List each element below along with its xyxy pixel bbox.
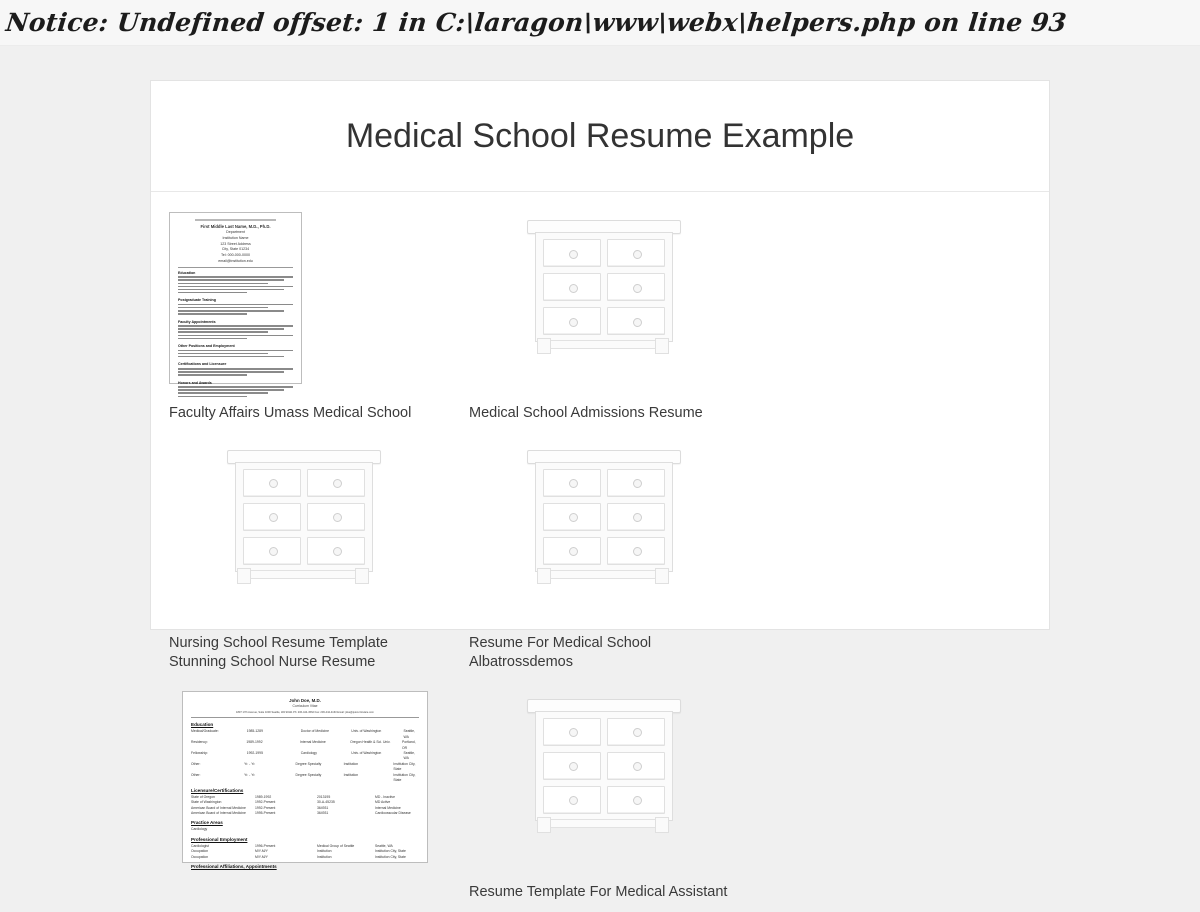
dresser-knob-icon [633,796,642,805]
cv-row [191,751,419,762]
cv-cell: Institution [317,849,332,854]
gallery-item[interactable] [155,683,455,912]
gallery-item-caption: Resume For Medical School Albatrossdemos [469,634,652,671]
doc-header-line: Department [226,230,245,235]
dresser-body [535,232,673,342]
cv-cell: Occupation [191,854,209,859]
thumbnail-holder[interactable] [469,442,741,624]
dresser-drawer [243,503,301,531]
cv-section-heading: Education [191,722,214,728]
dresser-leg [537,817,551,833]
cv-cell: Institution City, State [375,854,406,859]
dresser-knob-icon [569,250,578,259]
dresser-knob-icon [333,479,342,488]
dresser-knob-icon [569,728,578,737]
dresser-drawer [607,469,665,497]
gallery-item[interactable] [455,683,755,912]
dresser-drawer [607,752,665,780]
cv-cell: Other: [191,761,201,766]
cv-cell: Institution [317,854,332,859]
cv-section [191,788,419,817]
dresser-drawer-column [543,718,601,820]
dresser-knob-icon [269,513,278,522]
cv-cell: Univ. of Washington [351,751,382,756]
cv-cell: Institution [343,772,359,777]
cv-section-heading: Professional Affiliations, Appointments [191,864,277,870]
cv-cell: Fellowship: [191,751,208,756]
dresser-drawer [543,537,601,565]
gallery-item-caption: Resume Template For Medical Assistant [469,883,728,900]
dresser-drawer [543,239,601,267]
doc-header-line: email@institution.edu [218,258,253,263]
dresser-knob-icon [633,762,642,771]
dresser-drawer [543,503,601,531]
cv-cell: Institution City, State [393,772,416,783]
dresser-knob-icon [569,513,578,522]
dresser-knob-icon [633,479,642,488]
dresser-knob-icon [569,318,578,327]
cv-cell: Medical Group of Seattle [317,843,355,848]
gallery-item[interactable] [455,434,755,683]
cv-row [191,827,419,832]
page-title: Medical School Resume Example [345,116,855,155]
cv-cell: State of Oregon [191,794,215,799]
thumbnail-holder[interactable] [169,691,441,873]
doc-section [178,320,293,339]
dresser-legs [535,570,671,584]
dresser-drawer-column [307,469,365,571]
doc-header-line: City, State 01234 [221,247,250,252]
cv-section [191,722,419,783]
dresser-knob-icon [269,479,278,488]
gallery-item[interactable] [155,434,455,683]
cv-cell: M/Y-M/Y [255,849,268,854]
cv-cell: Doctor of Medicine [300,729,330,734]
dresser-knob-icon [633,728,642,737]
dresser-body [535,711,673,821]
dresser-leg [655,817,669,833]
doc-section [178,344,293,357]
cv-cell: 1992-1995 [246,751,263,756]
cv-cell: 364931 [317,810,329,815]
gallery-item-caption: Faculty Affairs Umass Medical School [169,405,412,421]
gallery-item-caption: Medical School Admissions Resume [469,405,703,421]
dresser-placeholder-image[interactable] [225,442,385,590]
card-header [151,81,1049,192]
cv-cell: 2013195 [317,794,331,799]
dresser-knob-icon [633,284,642,293]
cv-cell: Univ. of Washington [351,729,382,734]
dresser-knob-icon [569,762,578,771]
cv-row [191,773,419,784]
cv-cell: 1989-1992 [246,740,263,745]
cv-section-heading: Licensure/Certifications [191,787,244,793]
doc-divider [178,267,293,268]
cv-cell: MD Active [375,800,391,805]
dresser-leg [537,568,551,584]
cv-name: John Doe, M.D. [289,697,321,703]
cv-section [191,820,419,832]
dresser-drawer [543,307,601,335]
dresser-drawer [607,718,665,746]
dresser-drawer [607,273,665,301]
dresser-placeholder-image[interactable] [525,691,685,839]
dresser-knob-icon [333,513,342,522]
cv-cell: 30-A-45235 [317,800,335,805]
dresser-drawer [307,503,365,531]
dresser-body [235,462,373,572]
cv-cell: Internal Medicine [375,805,401,810]
cv-cell: Institution City, State [375,849,406,854]
cv-cell: Portland, OR [402,740,416,750]
doc-section [178,381,293,397]
dresser-drawer [307,469,365,497]
cv-cell: Internal Medicine [299,740,326,745]
cv-section [191,864,419,869]
doc-section [178,271,293,294]
content-card [150,80,1050,900]
doc-section-heading: Honors and Awards [178,380,212,385]
dresser-drawer [607,239,665,267]
cv-cell: Seattle, WA [403,751,415,761]
dresser-drawer [543,273,601,301]
cv-cell: Cardiologist [191,843,209,848]
doc-header [178,219,293,265]
cv-cell: American Board of Internal Medicine [191,810,246,815]
dresser-knob-icon [633,547,642,556]
gallery-item[interactable] [155,204,455,434]
doc-section-heading: Education [178,270,196,275]
doc-header-line: Tel: 000-000-0000 [221,253,250,258]
cv-cell: 1996-Present [255,843,276,848]
doc-header-line: Institution Name [222,235,249,240]
dresser-knob-icon [633,250,642,259]
dresser-leg [237,568,251,584]
cv-cell: Degree Specialty [295,761,322,766]
dresser-drawer [543,718,601,746]
dresser-skirt [547,570,659,579]
doc-section [178,362,293,375]
cv-cell: Medical/Graduate: [191,729,219,734]
cv-cell: 1992-Present [255,805,276,810]
dresser-leg [355,568,369,584]
cv-document-thumbnail[interactable] [182,691,428,870]
dresser-knob-icon [269,547,278,556]
cv-cell: Yr. - Yr. [244,772,256,777]
dresser-drawer [607,537,665,565]
dresser-drawer-column [607,718,665,820]
dresser-knob-icon [633,513,642,522]
doc-header-name: First Middle Last Name, M.D., Ph.D. [200,223,271,229]
dresser-drawer [543,786,601,814]
dresser-drawer-column [607,469,665,571]
dresser-drawer [607,503,665,531]
dresser-drawer [543,752,601,780]
cv-section-heading: Practice Areas [191,820,223,826]
dresser-legs [235,570,371,584]
cv-cell: Seattle, WA [403,729,415,739]
dresser-drawer [307,537,365,565]
cv-cell: Residency: [191,740,208,745]
dresser-drawer-column [607,239,665,341]
doc-section-heading: Certifications and Licensure [178,362,227,367]
cv-cell: 1985-1289 [246,729,263,734]
dresser-body [535,462,673,572]
cv-cell: Oregon Health & Sci. Univ. [350,740,391,745]
dresser-drawer-column [543,239,601,341]
cv-cell: Cardiology [191,827,208,832]
cv-row [191,855,419,860]
cv-cell: Cardiology [300,751,317,756]
cv-cell: Institution City, State [393,761,416,772]
dresser-knob-icon [569,479,578,488]
cv-row [191,811,419,816]
doc-section-heading: Other Positions and Employment [178,344,235,349]
dresser-drawer-column [243,469,301,571]
thumbnail-holder[interactable] [469,691,741,873]
dresser-skirt [547,340,659,349]
dresser-leg [655,568,669,584]
cv-cell: Other: [191,772,201,777]
dresser-legs [535,340,671,354]
dresser-knob-icon [633,318,642,327]
cv-section-heading: Professional Employment [191,836,248,842]
dresser-legs [535,819,671,833]
thumbnail-holder[interactable] [169,212,441,394]
dresser-knob-icon [333,547,342,556]
cv-divider [191,717,419,718]
dresser-drawer [243,537,301,565]
cv-cell: Institution [343,761,359,766]
gallery-item[interactable] [455,204,755,434]
dresser-skirt [247,570,359,579]
dresser-leg [537,338,551,354]
cv-cell: Cardiovascular Disease [375,810,411,815]
cv-cell: 1989-1992 [255,794,272,799]
cv-cell: Occupation [191,849,209,854]
cv-contact: 1807 17th Avenue, Suite 1000 Seattle, WA 90111 Ph: 206-444-4562 Fax: 206-444-4163 Email: jdoe@quicurriculare.com [236,711,374,715]
cv-cell: 364931 [317,805,329,810]
dresser-knob-icon [569,547,578,556]
dresser-knob-icon [569,796,578,805]
thumbnail-holder[interactable] [169,442,441,624]
cv-section [191,837,419,860]
thumbnail-holder[interactable] [469,212,741,394]
dresser-knob-icon [569,284,578,293]
dresser-leg [655,338,669,354]
cv-cell: M/Y-M/Y [255,854,268,859]
cv-subtitle: Curriculum Vitae [292,704,318,709]
cv-cell: Yr. - Yr. [244,761,256,766]
php-notice-bar [0,0,1200,46]
gallery-item-caption: Nursing School Resume Template Stunning School Nurse Resume [169,634,388,671]
cv-row [191,740,419,751]
doc-section [178,298,293,314]
php-notice-text: Notice: Undefined offset: 1 in C:\laragon\www\webx\helpers.php on line 93 [4,8,1069,37]
dresser-drawer [607,786,665,814]
image-gallery-grid [151,192,1049,912]
doc-header-line: 123 Street Address [220,241,251,246]
page-background [0,46,1200,900]
cv-cell: American Board of Internal Medicine [191,805,246,810]
dresser-skirt [547,819,659,828]
dresser-drawer [607,307,665,335]
doc-section-heading: Postgraduate Training [178,298,216,303]
cv-cell: MD - Inactive [375,794,395,799]
cv-row [191,729,419,740]
cv-row [191,762,419,773]
doc-section-heading: Faculty Appointments [178,319,216,324]
dresser-drawer-column [543,469,601,571]
cv-cell: Degree Specialty [295,772,322,777]
dresser-placeholder-image[interactable] [525,442,685,590]
cv-cell: 1992-Present [255,800,276,805]
resume-document-thumbnail[interactable] [169,212,302,384]
dresser-drawer [243,469,301,497]
dresser-placeholder-image[interactable] [525,212,685,360]
cv-cell: State of Washington [191,800,222,805]
cv-cell: Seattle, WA [375,843,393,848]
dresser-drawer [543,469,601,497]
cv-cell: 1995-Present [255,810,276,815]
